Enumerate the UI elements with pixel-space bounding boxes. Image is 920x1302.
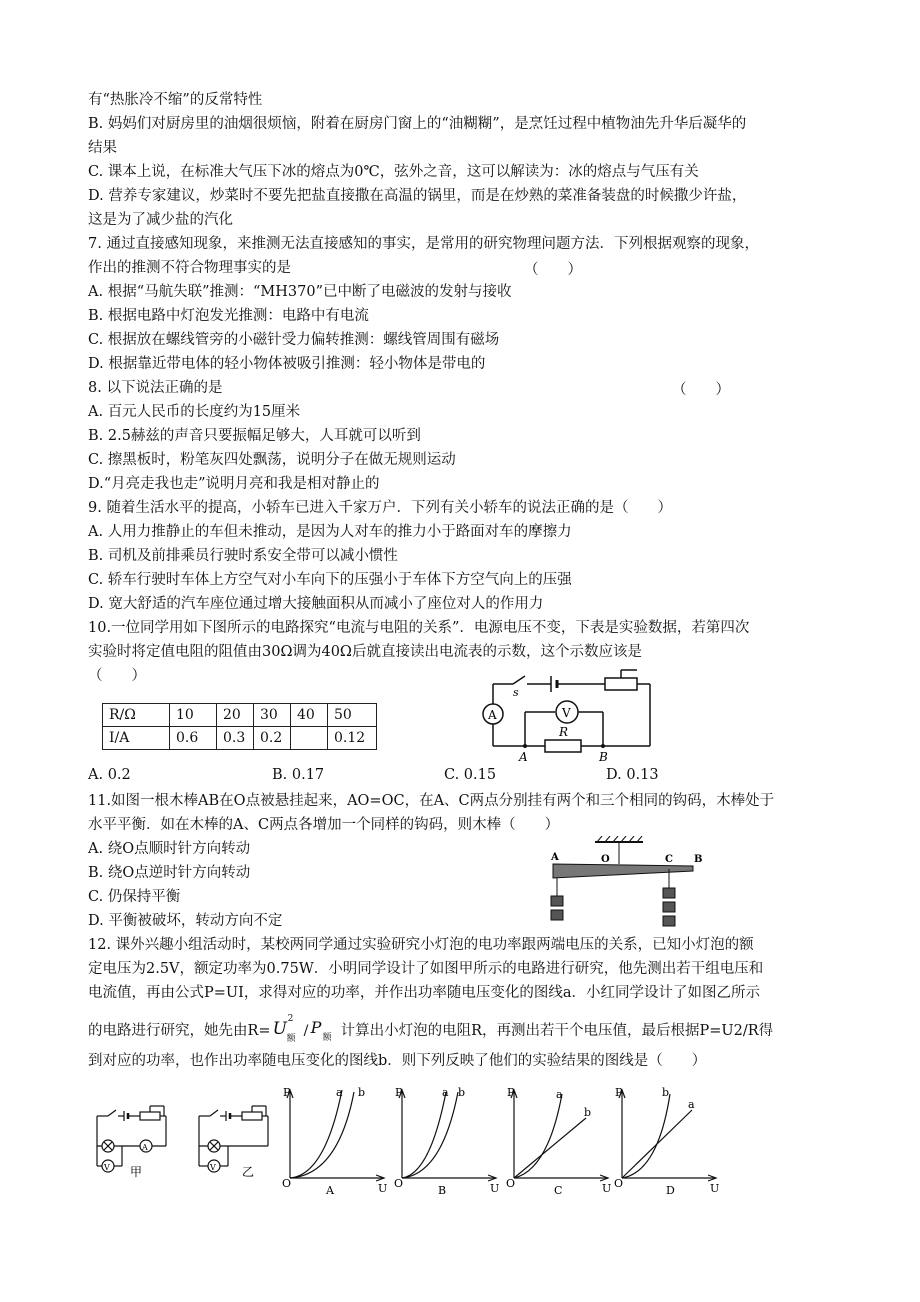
axis-u-label: U bbox=[490, 1182, 500, 1195]
option-c: C. 根据放在螺线管旁的小磁针受力偏转推测：螺线管周围有磁场 bbox=[88, 332, 500, 348]
table-cell: 20 bbox=[217, 704, 254, 727]
curve-label: a bbox=[688, 1098, 695, 1111]
circuit-label-jia: 甲 bbox=[130, 1165, 143, 1179]
graph-d bbox=[612, 1080, 724, 1198]
table-cell: I/A bbox=[103, 727, 170, 750]
option-a: A. 绕O点顺时针方向转动 bbox=[88, 841, 251, 857]
curve-label: b bbox=[662, 1086, 670, 1099]
table-cell: 0.12 bbox=[328, 727, 377, 750]
voltmeter-label: V bbox=[104, 1163, 110, 1172]
axis-p-label: P bbox=[507, 1086, 515, 1099]
answer-paren: （ ） bbox=[524, 262, 582, 278]
curve-label: a bbox=[442, 1086, 449, 1099]
switch-label: s bbox=[513, 686, 519, 699]
answer-paren: （ ） bbox=[88, 668, 146, 684]
curve-label: b bbox=[358, 1086, 366, 1099]
point-b-label: B bbox=[694, 854, 703, 865]
option-b: B. 司机及前排乘员行驶时系安全带可以减小惯性 bbox=[88, 548, 398, 564]
lever-diagram bbox=[543, 836, 713, 934]
circuit-label-yi: 乙 bbox=[242, 1165, 255, 1179]
table-cell: 0.2 bbox=[254, 727, 291, 750]
text-line: 水平平衡．如在木棒的A、C两点各增加一个同样的钩码，则木棒（ ） bbox=[88, 817, 560, 833]
text-line: C. 课本上说，在标准大气压下冰的熔点为0℃，弦外之音，这可以解读为：冰的熔点与气压有关 bbox=[88, 164, 699, 180]
option-d: D. 根据靠近带电体的轻小物体被吸引推测：轻小物体是带电的 bbox=[88, 356, 486, 372]
ammeter-label: A bbox=[488, 708, 497, 722]
rated-resistance-formula: U 2 额 / P 额 bbox=[272, 1014, 332, 1044]
curve-label: a bbox=[556, 1088, 563, 1101]
graph-label: C bbox=[554, 1184, 563, 1197]
table-cell bbox=[291, 727, 328, 750]
table-row bbox=[103, 727, 377, 750]
option-a: A. 人用力推静止的车但未推动，是因为人对车的推力小于路面对车的摩擦力 bbox=[88, 524, 572, 540]
table-cell: 50 bbox=[328, 704, 377, 727]
text-line: 电流值，再由公式P=UI，求得对应的功率，并作出功率随电压变化的图线a．小红同学设计了如图乙所示 bbox=[88, 985, 760, 1001]
resistor-label: R bbox=[559, 725, 569, 739]
option-a: A. 根据“马航失联”推测：“MH370”已中断了电磁波的发射与接收 bbox=[88, 284, 512, 300]
ammeter-label: A bbox=[142, 1143, 148, 1152]
question-9: 9. 随着生活水平的提高，小轿车已进入千家万户．下列有关小轿车的说法正确的是（ ） bbox=[88, 500, 672, 516]
graph-a bbox=[280, 1080, 392, 1198]
option-d: D. 平衡被破坏，转动方向不定 bbox=[88, 913, 283, 929]
text-line: 这是为了减少盐的汽化 bbox=[88, 212, 233, 228]
axis-p-label: P bbox=[395, 1086, 403, 1099]
graph-b bbox=[392, 1080, 504, 1198]
option-c: C. 0.15 bbox=[444, 767, 497, 783]
circuit-diagram-jia bbox=[92, 1100, 172, 1180]
axis-u-label: U bbox=[602, 1182, 612, 1195]
point-o-label: O bbox=[601, 854, 610, 865]
table-cell: 0.6 bbox=[170, 727, 217, 750]
graph-c bbox=[504, 1080, 616, 1198]
option-b: B. 0.17 bbox=[272, 767, 325, 783]
text-line: 有“热胀冷不缩”的反常特性 bbox=[88, 92, 263, 108]
text-line: D. 营养专家建议，炒菜时不要先把盐直接撒在高温的锅里，而是在炒熟的菜准备装盘的时候撒少许盐， bbox=[88, 188, 747, 204]
option-c: C. 轿车行驶时车体上方空气对小车向下的压强小于车体下方空气向上的压强 bbox=[88, 572, 572, 588]
option-b: B. 根据电路中灯泡发光推测：电路中有电流 bbox=[88, 308, 369, 324]
option-a: A. 0.2 bbox=[88, 767, 131, 783]
option-c: C. 仍保持平衡 bbox=[88, 889, 181, 905]
text-line bbox=[88, 1014, 774, 1044]
text-line: 定电压为2.5V，额定功率为0.75W．小明同学设计了如图甲所示的电路进行研究，他先测出若干组电压和 bbox=[88, 961, 764, 977]
origin-label: O bbox=[394, 1177, 404, 1190]
voltmeter-label: V bbox=[562, 706, 571, 720]
curve-label: a bbox=[336, 1086, 343, 1099]
text-segment: 的电路进行研究，她先由R= bbox=[88, 1023, 271, 1039]
origin-label: O bbox=[282, 1177, 292, 1190]
point-c-label: C bbox=[665, 854, 673, 865]
text-line: 结果 bbox=[88, 140, 117, 156]
axis-u-label: U bbox=[378, 1182, 388, 1195]
circuit-diagram-q10 bbox=[475, 664, 660, 764]
option-c: C. 擦黑板时，粉笔灰四处飘荡，说明分子在做无规则运动 bbox=[88, 452, 456, 468]
table-cell: 0.3 bbox=[217, 727, 254, 750]
origin-label: O bbox=[506, 1177, 516, 1190]
question-7: 7. 通过直接感知现象，来推测无法直接感知的事实，是常用的研究物理问题方法．下列根据观察的现象， bbox=[88, 236, 759, 252]
point-a-label: A bbox=[551, 852, 559, 863]
graph-label: D bbox=[666, 1184, 675, 1197]
table-row bbox=[103, 704, 377, 727]
curve-label: b bbox=[584, 1106, 592, 1119]
question-12: 12. 课外兴趣小组活动时，某校两同学通过实验研究小灯泡的电功率跟两端电压的关系，已知小灯泡的额 bbox=[88, 937, 754, 953]
point-b-label: B bbox=[599, 750, 608, 764]
text-line: 作出的推测不符合物理事实的是 bbox=[88, 260, 291, 276]
option-b: B. 绕O点逆时针方向转动 bbox=[88, 865, 251, 881]
axis-p-label: P bbox=[283, 1086, 291, 1099]
table-cell: 40 bbox=[291, 704, 328, 727]
curve-label: b bbox=[458, 1086, 466, 1099]
option-d: D. 0.13 bbox=[606, 767, 659, 783]
question-11: 11.如图一根木棒AB在O点被悬挂起来，AO=OC，在A、C两点分别挂有两个和三个相同的钩码，木棒处于 bbox=[88, 793, 775, 809]
circuit-diagram-yi bbox=[194, 1100, 274, 1180]
answer-paren: （ ） bbox=[672, 382, 730, 398]
option-d: D.“月亮走我也走”说明月亮和我是相对静止的 bbox=[88, 476, 380, 492]
axis-u-label: U bbox=[710, 1182, 720, 1195]
point-a-label: A bbox=[519, 750, 528, 764]
graph-label: A bbox=[326, 1184, 334, 1197]
question-8: 8. 以下说法正确的是 bbox=[88, 380, 223, 396]
data-table bbox=[102, 703, 377, 750]
text-line: 到对应的功率，也作出功率随电压变化的图线b．则下列反映了他们的实验结果的图线是（ ） bbox=[88, 1053, 707, 1069]
option-d: D. 宽大舒适的汽车座位通过增大接触面积从而减小了座位对人的作用力 bbox=[88, 596, 544, 612]
text-line: B. 妈妈们对厨房里的油烟很烦恼，附着在厨房门窗上的“油糊糊”，是烹饪过程中植物油先升华后凝华的 bbox=[88, 116, 747, 132]
voltmeter-label: V bbox=[210, 1163, 216, 1172]
text-line: 实验时将定值电阻的阻值由30Ω调为40Ω后就直接读出电流表的示数，这个示数应该是 bbox=[88, 644, 642, 660]
table-cell: R/Ω bbox=[103, 704, 170, 727]
option-a: A. 百元人民币的长度约为15厘米 bbox=[88, 404, 301, 420]
option-b: B. 2.5赫兹的声音只要振幅足够大，人耳就可以听到 bbox=[88, 428, 421, 444]
table-cell: 30 bbox=[254, 704, 291, 727]
question-10: 10.一位同学用如下图所示的电路探究“电流与电阻的关系”．电源电压不变，下表是实验数据，若第四次 bbox=[88, 620, 750, 636]
graph-label: B bbox=[438, 1184, 447, 1197]
table-cell: 10 bbox=[170, 704, 217, 727]
text-segment: 计算出小灯泡的电阻R，再测出若干个电压值，最后根据P=U2/R得 bbox=[340, 1023, 774, 1039]
origin-label: O bbox=[614, 1177, 624, 1190]
axis-p-label: P bbox=[615, 1086, 623, 1099]
